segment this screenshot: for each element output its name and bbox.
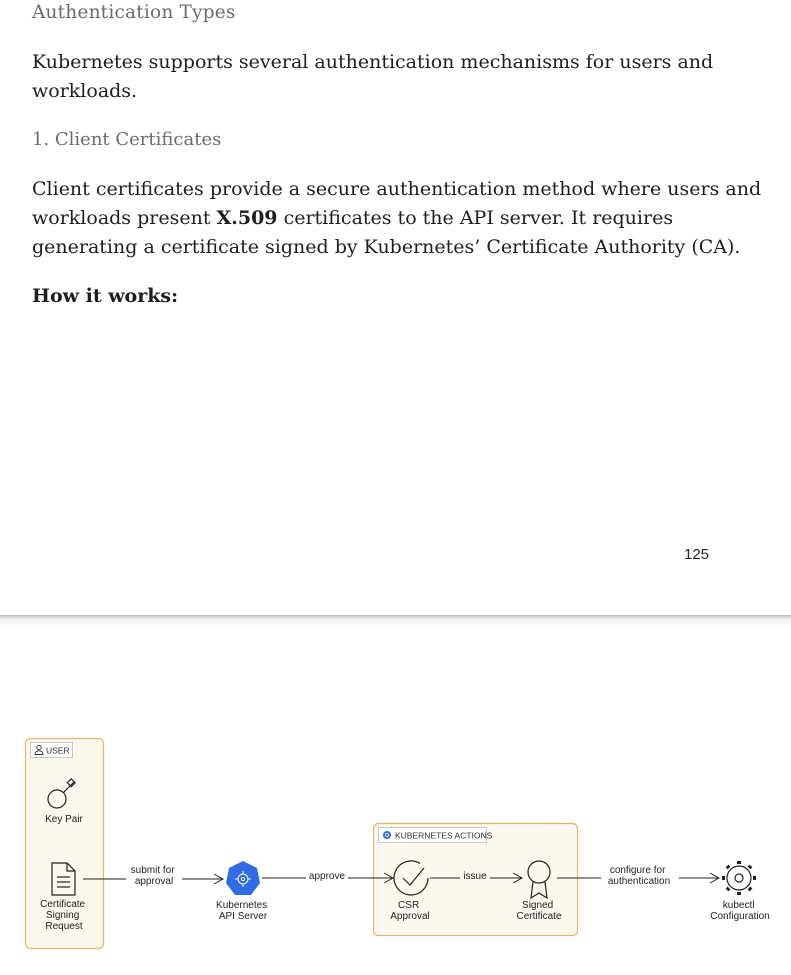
cert-paragraph-bold: X.509: [216, 207, 278, 229]
node-api-server-label: [216, 900, 270, 922]
edge-configure-label-line2: authentication: [607, 876, 671, 887]
edge-issue-label: issue: [463, 871, 487, 882]
cert-paragraph: [32, 175, 772, 262]
node-csr-label-line2: Signing: [45, 910, 80, 921]
cert-paragraph-before: Client certificates provide a secure authentication method where users and workloads present: [32, 178, 762, 229]
user-group-title-tag: [31, 743, 73, 758]
edge-configure-label: [608, 865, 670, 887]
edge-submit-label-line2: approval: [134, 876, 174, 887]
kubernetes-logo-icon: [226, 861, 260, 895]
node-kubectl-label-line2: Configuration: [710, 911, 770, 922]
node-key-pair-label: Key Pair: [45, 814, 83, 825]
node-api-server-label-line2: API Server: [218, 911, 268, 922]
node-csr-approval-label-line2: Approval: [390, 911, 430, 922]
node-signed-cert-label-line1: Signed: [522, 900, 554, 911]
intro-paragraph: Kubernetes supports several authentication mechanisms for users and workloads.: [32, 51, 714, 102]
node-kubectl-label: [710, 900, 769, 922]
k8s-group-title-tag: [379, 828, 493, 843]
user-group-title: USER: [46, 745, 70, 756]
node-signed-cert-label: [516, 900, 561, 922]
page-divider: [0, 615, 791, 629]
node-api-server-label-line1: Kubernetes: [216, 900, 268, 911]
section-heading: Authentication Types: [32, 2, 236, 23]
k8s-small-logo-icon: [383, 831, 391, 839]
how-it-works-label: How it works:: [32, 285, 179, 307]
node-csr-label-line3: Request: [45, 921, 83, 932]
edge-approve-label: approve: [308, 871, 346, 882]
auth-flow-diagram: [0, 730, 791, 975]
cert-paragraph-after: certificates to the API server. It requires generating a certificate signed by Kubernetes’ Certificate Authority (CA).: [32, 207, 741, 258]
edge-submit-label: [131, 865, 178, 887]
node-csr-approval-label-line1: CSR: [398, 900, 420, 911]
node-csr-label-line1: Certificate: [40, 899, 86, 910]
node-signed-cert-label-line2: Certificate: [516, 911, 562, 922]
edge-submit-label-line1: submit for: [130, 865, 175, 876]
gear-icon: [722, 861, 756, 895]
subsection-heading: 1. Client Certificates: [32, 129, 222, 150]
k8s-group-title: KUBERNETES ACTIONS: [395, 830, 493, 841]
page-number: 125: [684, 546, 710, 563]
edge-configure-label-line1: configure for: [609, 865, 666, 876]
node-kubectl-label-line1: kubectl: [722, 900, 755, 911]
node-csr-label: [40, 899, 88, 932]
